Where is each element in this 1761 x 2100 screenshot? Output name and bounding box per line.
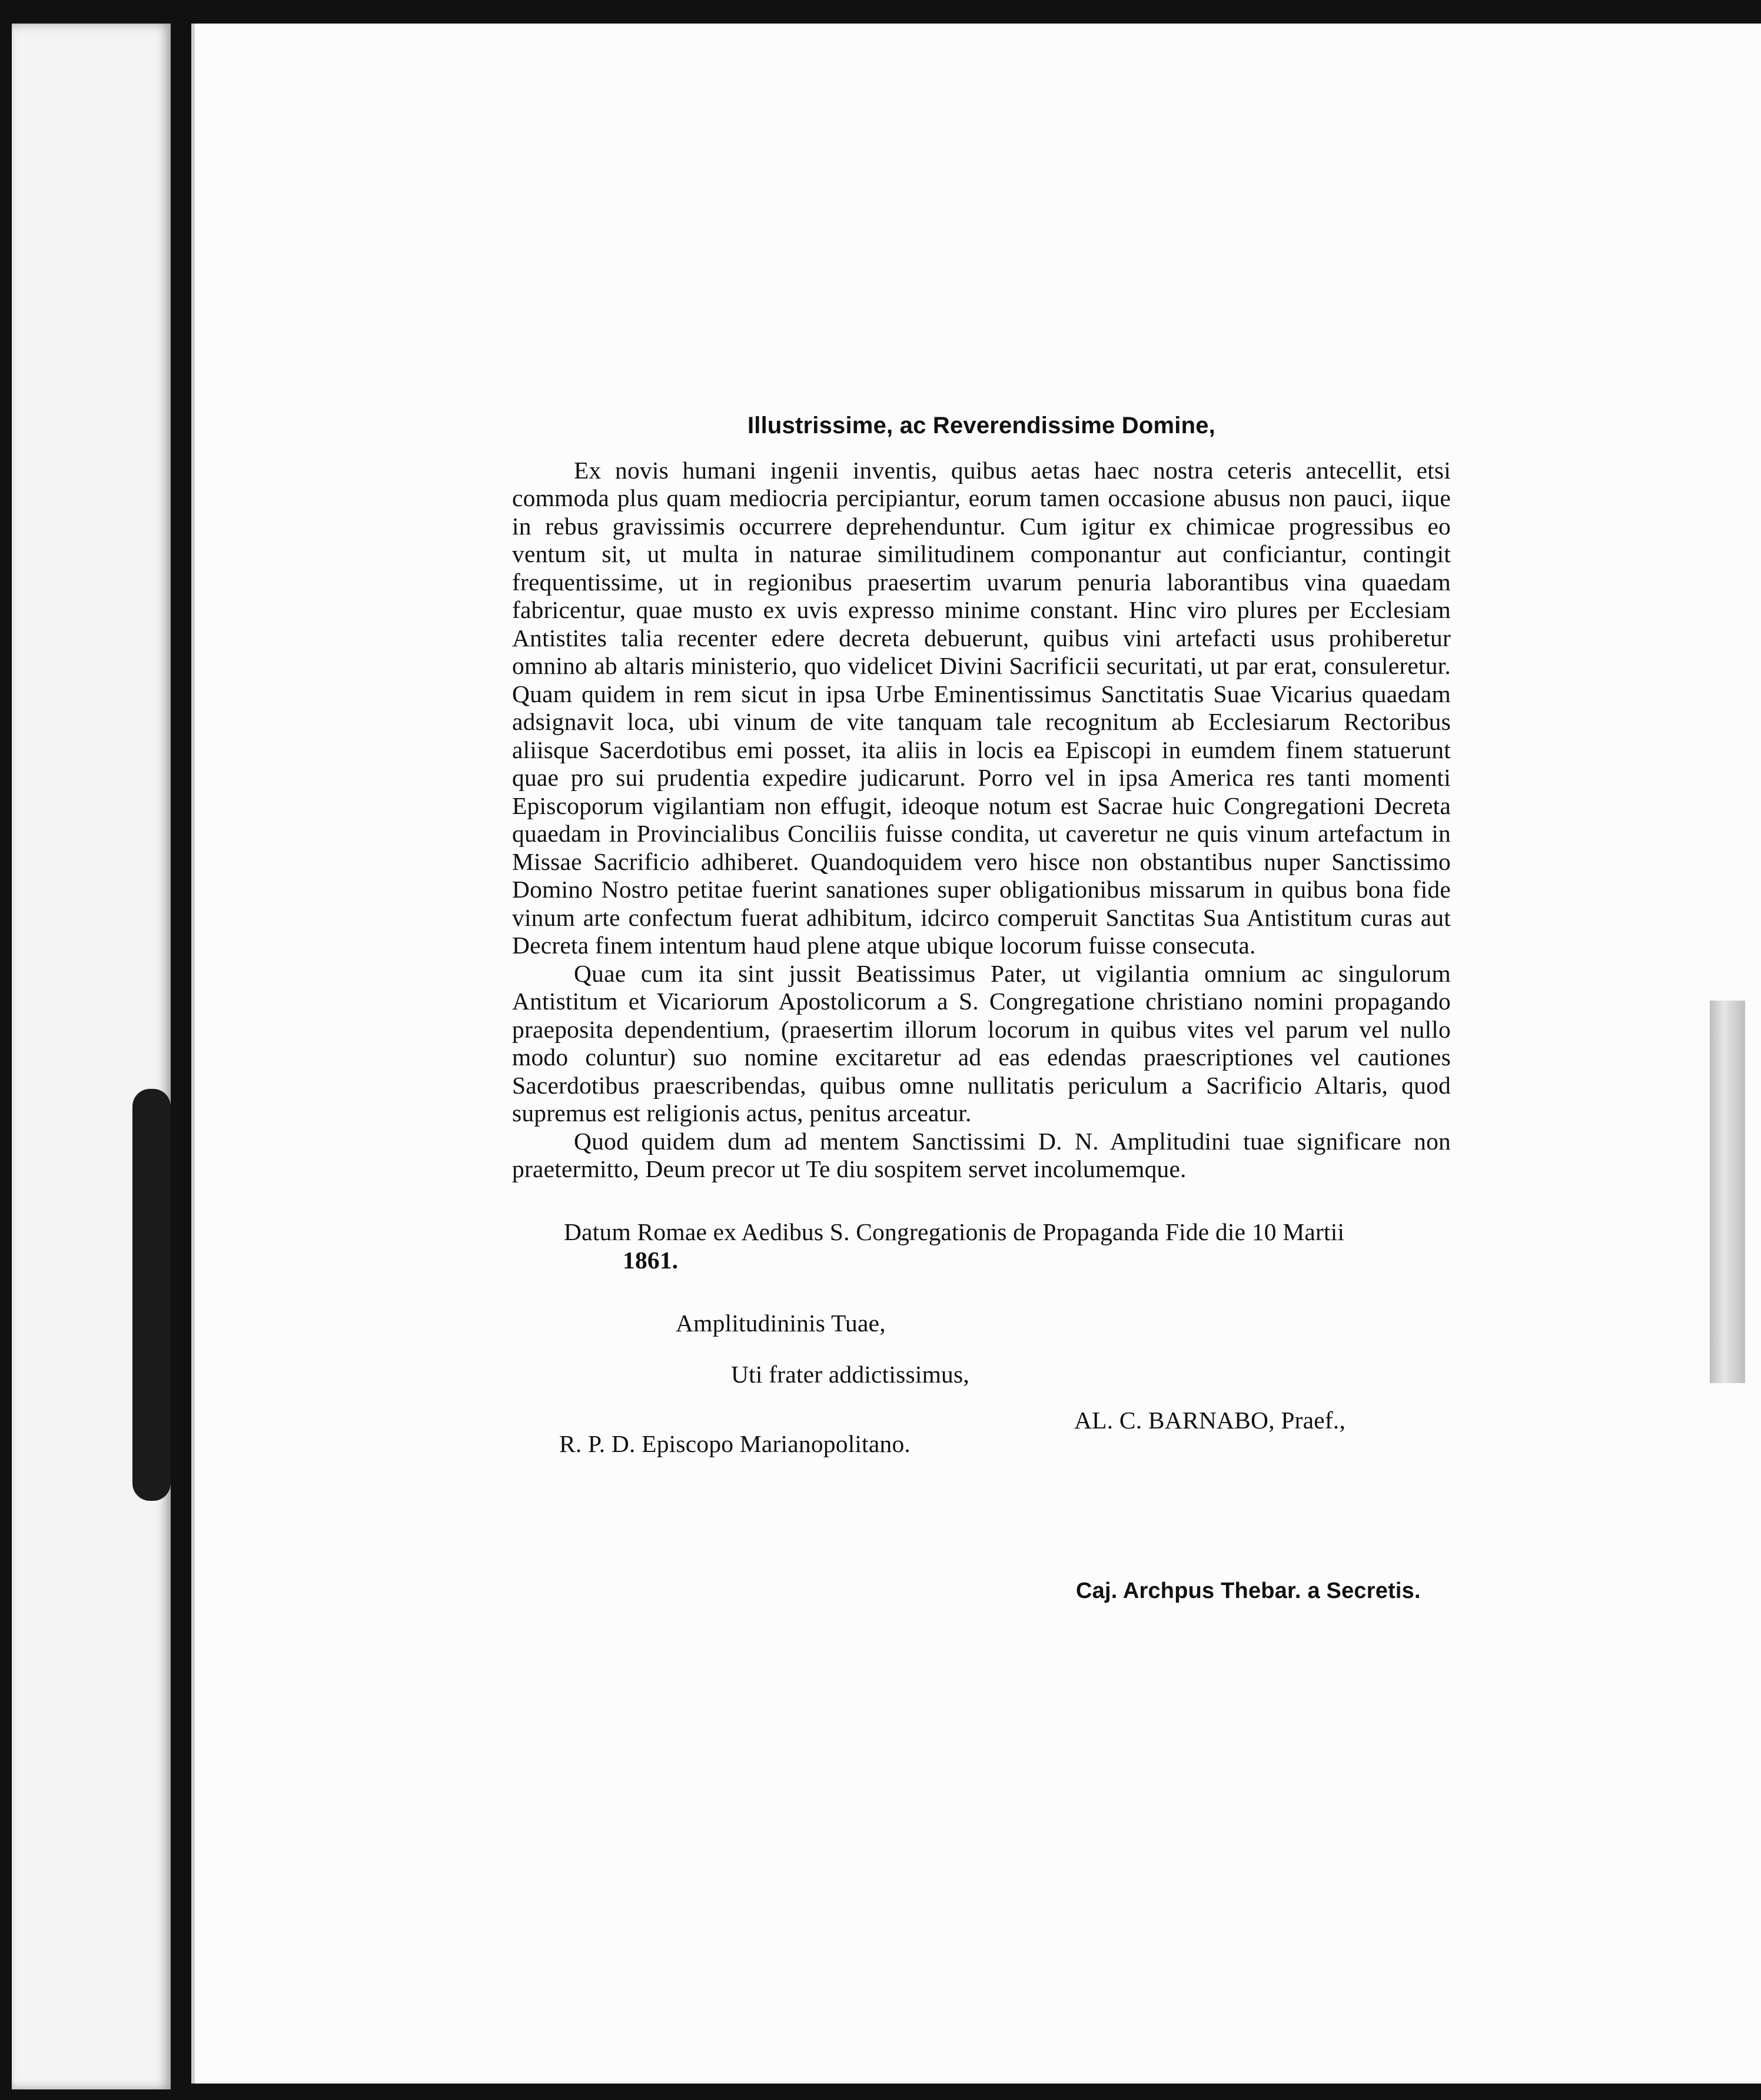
paragraph-3: Quod quidem dum ad mentem Sanctissimi D. N. Amplitudini tuae significare non praetermitto, Deum precor ut Te diu sospitem servet incolumemque. xyxy=(512,1127,1451,1182)
closing-formula: Uti frater addictissimus, xyxy=(731,1361,969,1388)
paragraph-2: Quae cum ita sint jussit Beatissimus Pater, ut vigilantia omnium ac singulorum Antistitum et Vicariorum Apostolicorum a S. Congregatione christiano nomini propagando praeposita dependentium, (praesertim illorum locorum in quibus vites vel parum vel nullo modo coluntur) suo nomine excitaretur ad eas edendas praescriptiones vel cautiones Sacerdotibus praescribendas, quibus omne nullitatis periculum a Sacrificio Altaris, quod supremus est religionis actus, penitus arceatur. xyxy=(512,959,1451,1127)
salutation: Illustrissime, ac Reverendissime Domine, xyxy=(747,413,1215,438)
paragraph-1: Ex novis humani ingenii inventis, quibus aetas haec nostra ceteris antecellit, etsi commoda plus quam mediocria percipiantur, eorum tamen occasione abusus non pauci, iique in rebus gravissimis occurrere deprehenduntur. Cum igitur ex chimicae progressibus eo ventum sit, ut multa in naturae similitudinem componantur aut conficiantur, contingit frequentissime, ut in regionibus praesertim uvarum penuria laborantibus vina quaedam fabricentur, quae musto ex uvis expresso minime constant. Hinc viro plures per Ecclesiam Antistites talia recenter edere decreta debuerunt, quibus vini artefacti usus prohiberetur omnino ab altaris ministerio, quo videlicet Divini Sacrificii securitati, ut par erat, consuleretur. Quam quidem in rem sicut in ipsa Urbe Eminentissimus Sanctitatis Suae Vicarius quaedam adsignavit loca, ubi vinum de vite tanquam tale recognitum ab Ecclesiarum Rectoribus aliisque Sacerdotibus emi posset, ita aliis in locis ea Episcopi in eumdem finem statuerunt quae pro sui prudentia expedire judicarunt. Porro vel in ipsa America res tanti momenti Episcoporum vigilantiam non effugit, ideoque notum est Sacrae huic Congregationi Decreta quaedam in Provincialibus Conciliis fuisse condita, ut caveretur ne quis vinum artefactum in Missae Sacrificio adhiberet. Quandoquidem vero hisce non obstantibus nuper Sanctissimo Domino Nostro petitae fuerint sanationes super obligationibus missarum in quibus bona fide vinum arte confectum fuerat adhibitum, idcirco comperuit Sanctitas Sua Antistitum curas aut Decreta finem intentum haud plene atque ubique locorum fuisse consecuta. xyxy=(512,456,1451,959)
dateline-text: Datum Romae ex Aedibus S. Congregationis de Propaganda Fide die 10 Martii xyxy=(564,1218,1345,1245)
letter-body xyxy=(512,412,1451,1605)
binding-tape xyxy=(132,1089,171,1501)
prefect-signature: AL. C. BARNABO, Praef., xyxy=(1074,1406,1346,1434)
addressee: R. P. D. Episcopo Marianopolitano. xyxy=(559,1430,911,1457)
secretary-signature: Caj. Archpus Thebar. a Secretis. xyxy=(1076,1578,1421,1603)
facing-page-edge xyxy=(12,24,171,2089)
dateline xyxy=(564,1218,1451,1274)
dateline-year: 1861. xyxy=(623,1246,679,1274)
closing-line: Amplitudininis Tuae, xyxy=(676,1309,886,1337)
page-edge-shadow xyxy=(1710,1001,1745,1383)
signature-row xyxy=(512,1407,1451,1477)
